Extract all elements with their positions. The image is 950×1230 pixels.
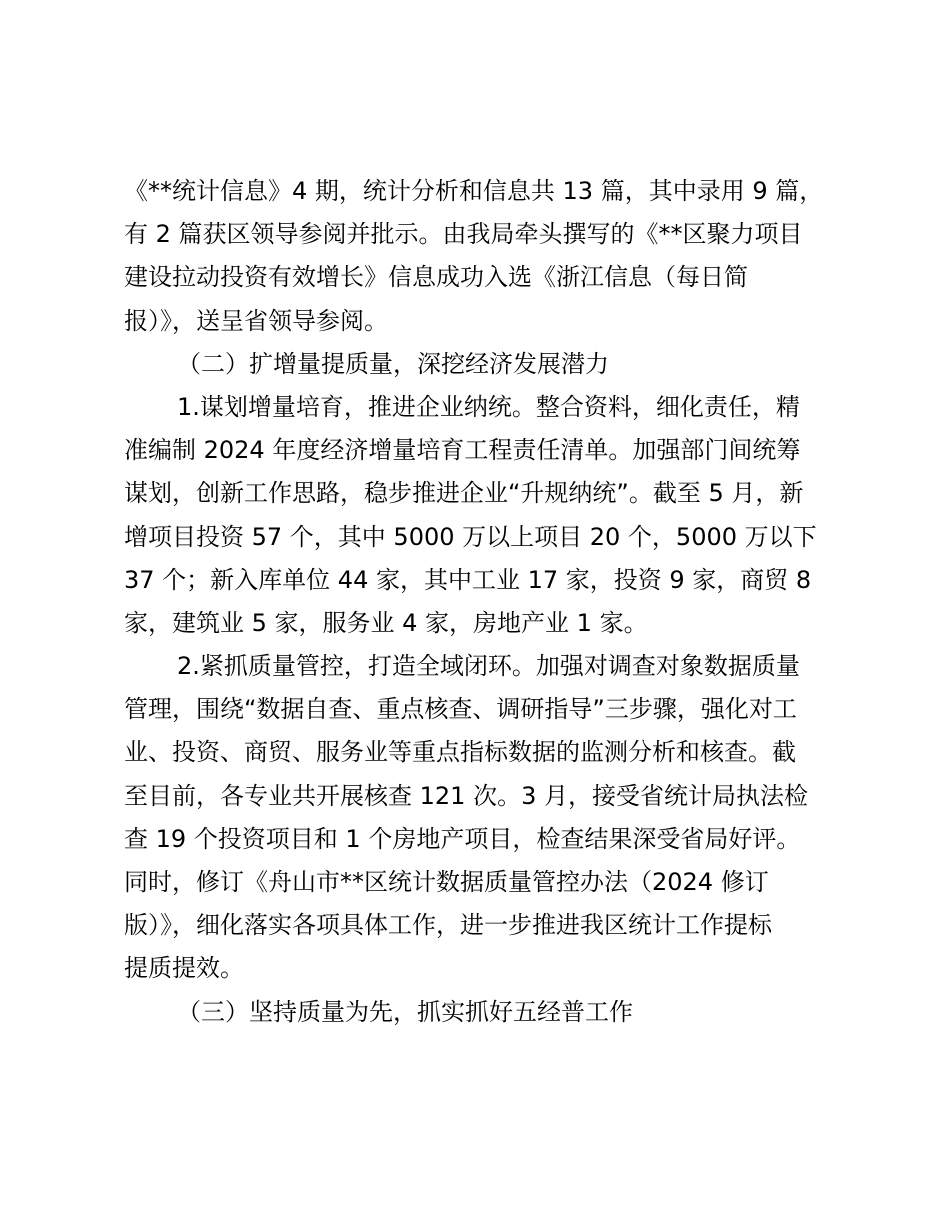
body-text-line: 有 2 篇获区领导参阅并批示。由我局牵头撰写的《**区聚力项目 [124,220,803,249]
body-text-line: 增项目投资 57 个，其中 5000 万以上项目 20 个，5000 万以下 [124,522,817,551]
section-heading-3: （三）坚持质量为先，抓实抓好五经普工作 [177,997,633,1026]
body-text-line: 建设拉动投资有效增长》信息成功入选《浙江信息（每日简 [124,263,748,292]
document-body [124,170,824,1034]
body-text-line: 报）》，送呈省领导参阅。 [124,306,388,335]
body-text-line: 家，建筑业 5 家，服务业 4 家，房地产业 1 家。 [124,608,648,637]
section-heading-2: （二）扩增量提质量，深挖经济发展潜力 [177,349,609,378]
body-text-line: 查 19 个投资项目和 1 个房地产项目，检查结果深受省局好评。 [124,824,801,853]
body-text-line: 谋划，创新工作思路，稳步推进企业“升规纳统”。截至 5 月，新 [124,479,804,508]
body-text-line: 准编制 2024 年度经济增量培育工程责任清单。加强部门间统筹 [124,436,801,465]
body-text-line: 37 个；新入库单位 44 家，其中工业 17 家，投资 9 家，商贸 8 [124,565,812,594]
paragraph-2-start: 2.紧抓质量管控，打造全域闭环。加强对调查对象数据质量 [177,652,800,681]
body-text-line: 同时，修订《舟山市**区统计数据质量管控办法（2024 修订 [124,868,769,896]
body-text-line: 提质提效。 [124,954,244,983]
body-text-line: 管理，围绕“数据自查、重点核查、调研指导”三步骤，强化对工 [124,695,797,724]
body-text-line: 业、投资、商贸、服务业等重点指标数据的监测分析和核查。截 [124,738,796,767]
body-text-line: 版）》，细化落实各项具体工作，进一步推进我区统计工作提标 [124,911,772,940]
body-text-line: 《**统计信息》4 期，统计分析和信息共 13 篇，其中录用 9 篇， [124,177,824,205]
paragraph-1-start: 1.谋划增量培育，推进企业纳统。整合资料，细化责任，精 [177,392,800,421]
body-text-line: 至目前，各专业共开展核查 121 次。3 月，接受省统计局执法检 [124,781,808,810]
